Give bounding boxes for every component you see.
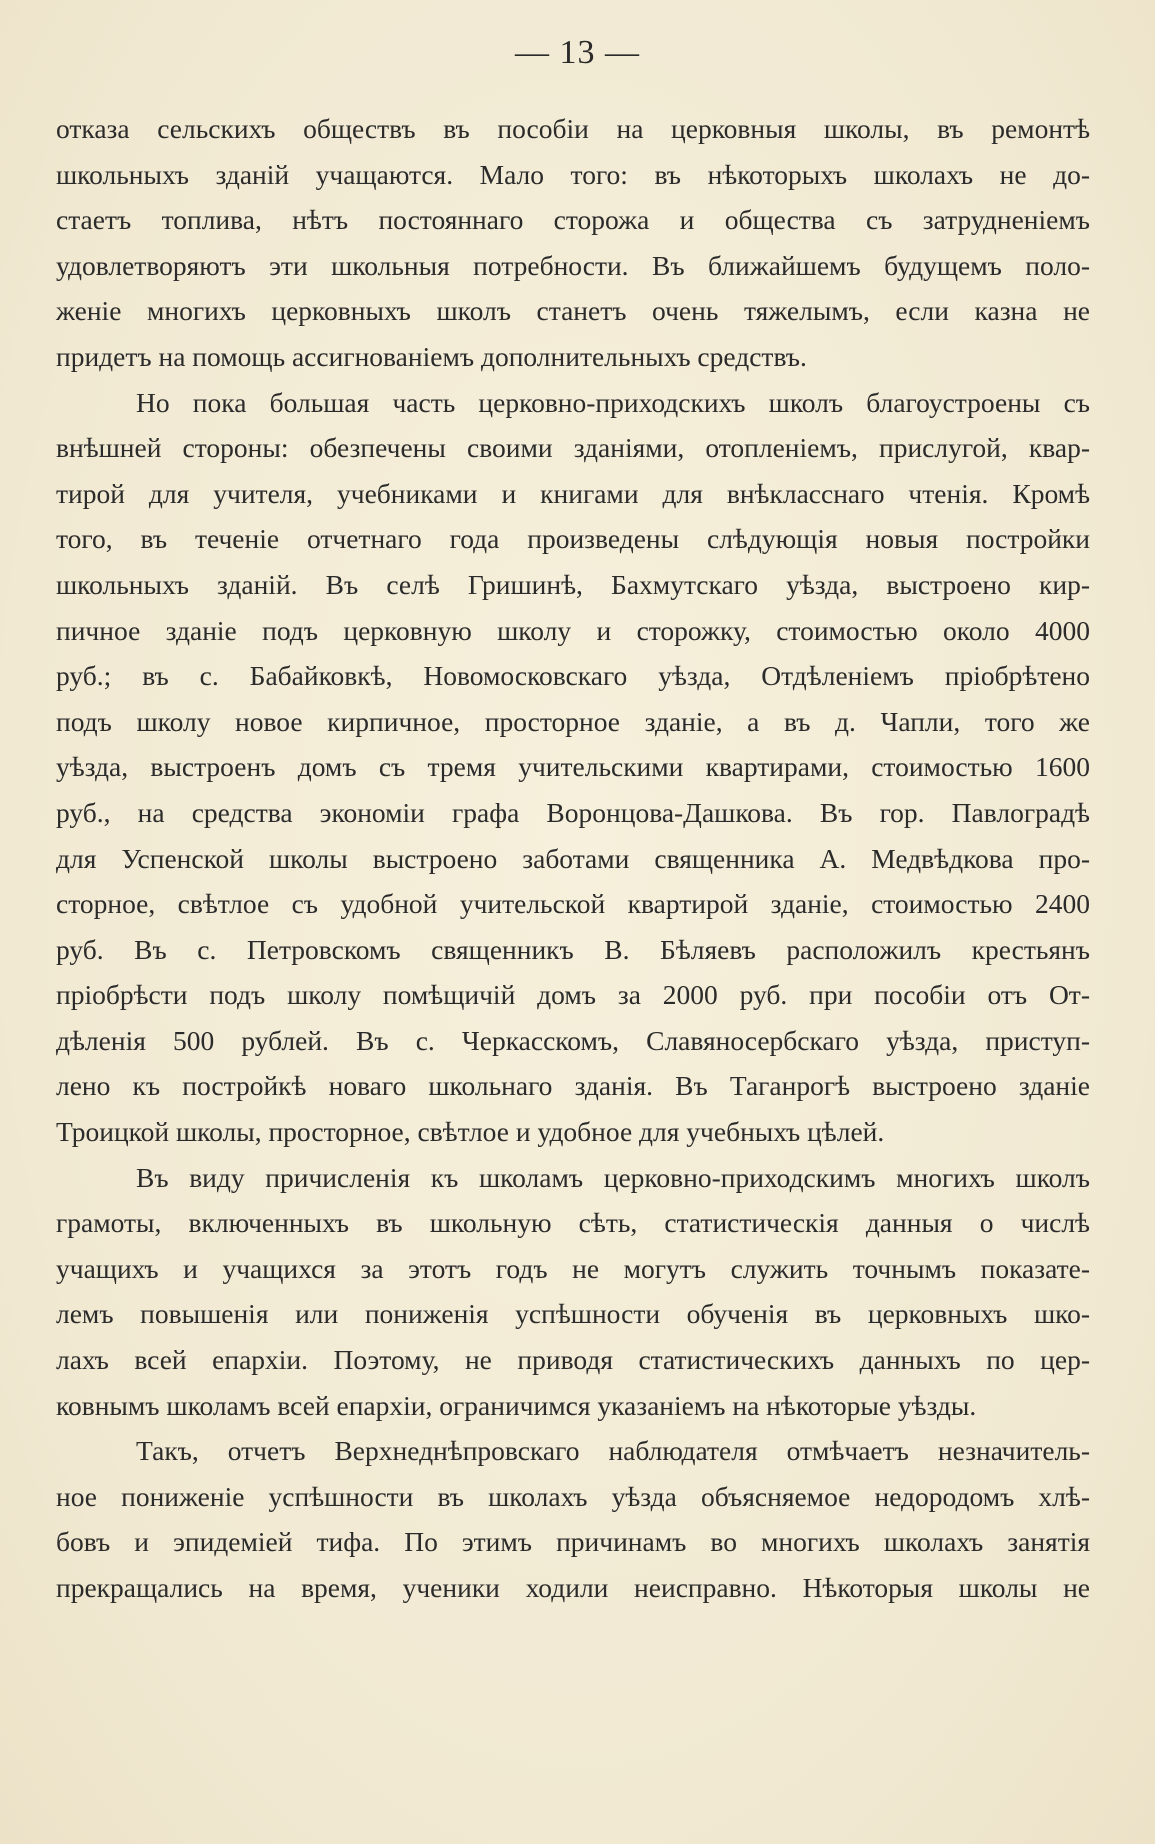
text-line: дѣленія 500 рублей. Въ с. Черкасскомъ, Славяносербскаго уѣзда, приступ- xyxy=(56,1024,1090,1056)
page-number: — 13 — xyxy=(515,34,640,71)
text-line: руб.; въ с. Бабайковкѣ, Новомосковскаго уѣзда, Отдѣленіемъ пріобрѣтено xyxy=(56,660,1090,692)
text-line: лено къ постройкѣ новаго школьнаго зданія. Въ Таганрогѣ выстроено зданіе xyxy=(56,1070,1090,1102)
text-line: стаетъ топлива, нѣтъ постояннаго сторожа и общества съ затрудненіемъ xyxy=(56,204,1090,236)
text-line: ковнымъ школамъ всей епархіи, ограничимся указаніемъ на нѣкоторые уѣзды. xyxy=(56,1389,977,1421)
text-line: ное пониженіе успѣшности въ школахъ уѣзда объясняемое недородомъ хлѣ- xyxy=(56,1480,1090,1512)
text-line: лемъ повышенія или пониженія успѣшности обученія въ церковныхъ шко- xyxy=(56,1298,1090,1330)
text-line: внѣшней стороны: обезпечены своими зданіями, отопленіемъ, прислугой, квар- xyxy=(56,432,1090,464)
text-line: Въ виду причисленія къ школамъ церковно-приходскимъ многихъ школъ xyxy=(136,1161,1090,1193)
text-line: Такъ, отчетъ Верхнеднѣпровскаго наблюдателя отмѣчаетъ незначитель- xyxy=(136,1435,1090,1467)
text-line: для Успенской школы выстроено заботами священника А. Медвѣдкова про- xyxy=(56,842,1090,874)
text-line: пичное зданіе подъ церковную школу и сторожку, стоимостью около 4000 xyxy=(56,614,1090,646)
text-line: тирой для учителя, учебниками и книгами для внѣкласснаго чтенія. Кромѣ xyxy=(56,477,1090,509)
text-line: женіе многихъ церковныхъ школъ станетъ очень тяжелымъ, если казна не xyxy=(56,295,1090,327)
text-line: сторное, свѣтлое съ удобной учительской квартирой зданіе, стоимостью 2400 xyxy=(56,888,1090,920)
text-line: придетъ на помощь ассигнованіемъ дополнительныхъ средствъ. xyxy=(56,340,807,372)
text-line: прекращались на время, ученики ходили неисправно. Нѣкоторыя школы не xyxy=(56,1572,1090,1603)
text-line: школьныхъ зданій. Въ селѣ Гришинѣ, Бахмутскаго уѣзда, выстроено кир- xyxy=(56,568,1090,600)
text-line: пріобрѣсти подъ школу помѣщичій домъ за 2000 руб. при пособіи отъ От- xyxy=(56,979,1090,1011)
text-line: Троицкой школы, просторное, свѣтлое и удобное для учебныхъ цѣлей. xyxy=(56,1116,885,1148)
text-line: школьныхъ зданій учащаются. Мало того: въ нѣкоторыхъ школахъ не до- xyxy=(56,158,1090,190)
text-line: удовлетворяютъ эти школьныя потребности. Въ ближайшемъ будущемъ поло- xyxy=(56,249,1090,281)
text-line: отказа сельскихъ обществъ въ пособіи на церковныя школы, въ ремонтѣ xyxy=(56,113,1090,144)
text-line: того, въ теченіе отчетнаго года произведены слѣдующія новыя постройки xyxy=(56,523,1090,555)
text-line: учащихъ и учащихся за этотъ годъ не могутъ служить точнымъ показате- xyxy=(56,1252,1090,1284)
body-text xyxy=(56,106,1090,1611)
text-line: грамоты, включенныхъ въ школьную сѣть, статистическія данныя о числѣ xyxy=(56,1207,1090,1239)
text-line: уѣзда, выстроенъ домъ съ тремя учительскими квартирами, стоимостью 1600 xyxy=(56,751,1090,783)
text-line: бовъ и эпидеміей тифа. По этимъ причинамъ во многихъ школахъ занятія xyxy=(56,1526,1090,1558)
text-line: лахъ всей епархіи. Поэтому, не приводя статистическихъ данныхъ по цер- xyxy=(56,1344,1090,1376)
text-line: подъ школу новое кирпичное, просторное зданіе, а въ д. Чапли, того же xyxy=(56,705,1090,737)
text-line: руб. Въ с. Петровскомъ священникъ В. Бѣляевъ расположилъ крестьянъ xyxy=(56,933,1090,965)
text-line: Но пока большая часть церковно-приходскихъ школъ благоустроены съ xyxy=(136,386,1090,418)
text-line: руб., на средства экономіи графа Воронцова-Дашкова. Въ гор. Павлоградѣ xyxy=(56,796,1090,828)
